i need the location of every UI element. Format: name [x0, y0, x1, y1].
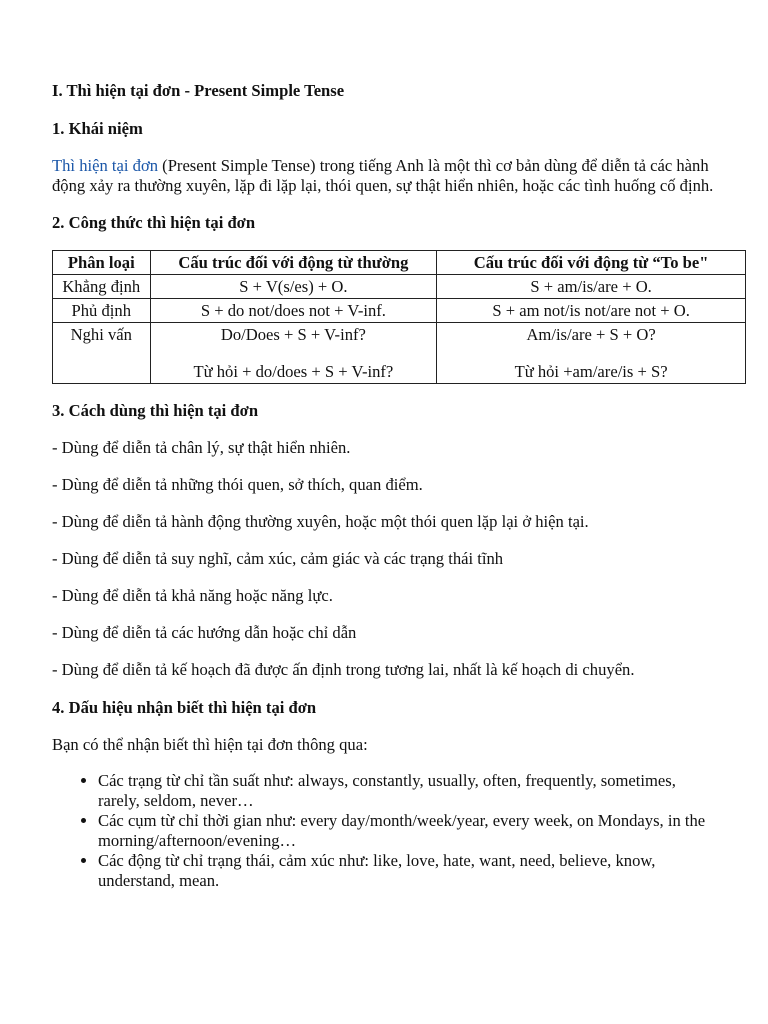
list-item: • Các cụm từ chỉ thời gian như: every day/month/week/year, every week, on Mondays, in the morning/afternoon/evening…: [98, 811, 720, 851]
list-item: • Các trạng từ chỉ tần suất như: always, constantly, usually, often, frequently, sometimes, rarely, seldom, never…: [98, 771, 720, 811]
table-cell: S + am/is/are + O.: [437, 275, 746, 299]
table-cell: Nghi vấn: [53, 323, 151, 384]
table-row: [53, 275, 746, 299]
usage-item: - Dùng để diễn tả chân lý, sự thật hiển nhiên.: [52, 438, 351, 457]
table-cell-line: Từ hỏi + do/does + S + V-inf?: [193, 362, 394, 381]
usage-item: - Dùng để diễn tả hành động thường xuyên, hoặc một thói quen lặp lại ở hiện tại.: [52, 512, 589, 531]
section4-intro: Bạn có thể nhận biết thì hiện tại đơn thông qua:: [52, 735, 368, 754]
page-title: I. Thì hiện tại đơn - Present Simple Tense: [52, 81, 345, 100]
table-cell: S + am not/is not/are not + O.: [437, 299, 746, 323]
formula-table: [52, 250, 746, 384]
section1-body: (Present Simple Tense) trong tiếng Anh là một thì cơ bản dùng để diễn tả các hành động xảy ra thường xuyên, lặp đi lặp lại, thói quen, sự thật hiển nhiên, hoặc các tình huống cố định.: [52, 156, 714, 195]
table-cell-line: Am/is/are + S + O?: [526, 325, 656, 344]
table-header: Cấu trúc đối với động từ “To be": [437, 251, 746, 275]
table-row: [53, 299, 746, 323]
list-item: • Các động từ chỉ trạng thái, cảm xúc như: like, love, hate, want, need, believe, know, understand, mean.: [98, 851, 720, 891]
usage-item: - Dùng để diễn tả kế hoạch đã được ấn định trong tương lai, nhất là kế hoạch di chuyển.: [52, 660, 635, 679]
table-row: [53, 323, 746, 384]
usage-item: - Dùng để diễn tả những thói quen, sở thích, quan điểm.: [52, 475, 423, 494]
section1-paragraph: [52, 156, 720, 196]
document-page: [52, 80, 720, 891]
table-cell: S + V(s/es) + O.: [150, 275, 437, 299]
usage-item: - Dùng để diễn tả khả năng hoặc năng lực.: [52, 586, 333, 605]
present-simple-link[interactable]: Thì hiện tại đơn: [52, 156, 159, 175]
table-cell-line: Do/Does + S + V-inf?: [220, 325, 366, 344]
usage-list: [52, 438, 720, 680]
table-cell: Phủ định: [53, 299, 151, 323]
section1-heading: 1. Khái niệm: [52, 119, 143, 138]
table-cell: [150, 323, 437, 384]
section4-heading: 4. Dấu hiệu nhận biết thì hiện tại đơn: [52, 698, 317, 717]
table-header-row: [53, 251, 746, 275]
table-header: Phân loại: [53, 251, 151, 275]
table-cell: Khẳng định: [53, 275, 151, 299]
table-header: Cấu trúc đối với động từ thường: [150, 251, 437, 275]
signs-list: [52, 771, 720, 891]
section3-heading: 3. Cách dùng thì hiện tại đơn: [52, 401, 259, 420]
table-cell: [437, 323, 746, 384]
section2-heading: 2. Công thức thì hiện tại đơn: [52, 213, 256, 232]
table-cell-line: Từ hỏi +am/are/is + S?: [514, 362, 668, 381]
table-cell: S + do not/does not + V-inf.: [150, 299, 437, 323]
usage-item: - Dùng để diễn tả các hướng dẫn hoặc chỉ dẫn: [52, 623, 357, 642]
usage-item: - Dùng để diễn tả suy nghĩ, cảm xúc, cảm giác và các trạng thái tĩnh: [52, 549, 504, 568]
